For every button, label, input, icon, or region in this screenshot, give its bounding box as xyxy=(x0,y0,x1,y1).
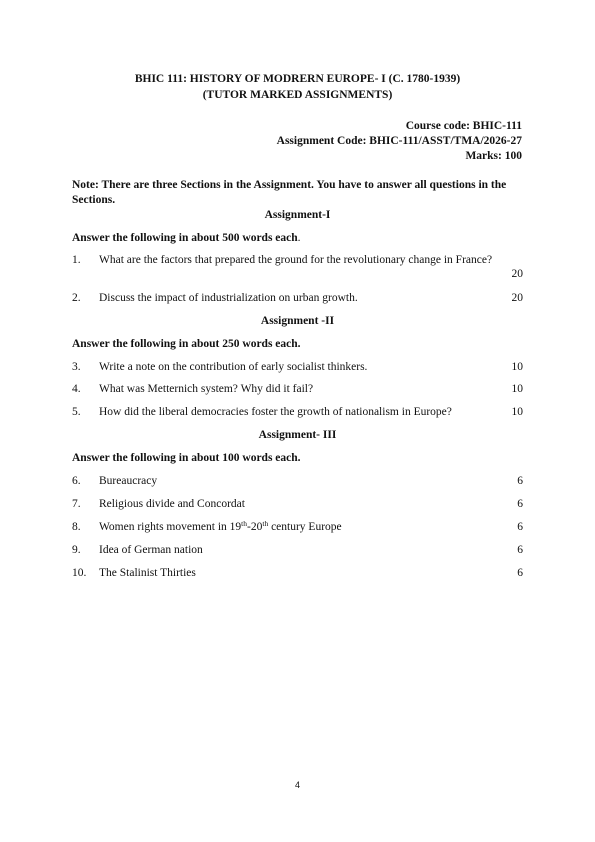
question-text: What was Metternich system? Why did it fail? xyxy=(99,383,314,395)
question-marks: 6 xyxy=(517,498,523,510)
section-instruction xyxy=(72,231,301,245)
question-text-part: -20 xyxy=(247,521,263,533)
question-number: 8. xyxy=(72,521,81,533)
instruction-text: Answer the following in about 250 words each. xyxy=(72,338,301,350)
question-text: Religious divide and Concordat xyxy=(99,498,245,510)
question-marks: 20 xyxy=(511,268,523,280)
question-text xyxy=(99,520,501,534)
question-marks: 10 xyxy=(511,383,523,395)
question-number: 6. xyxy=(72,475,81,487)
total-marks: Marks: 100 xyxy=(465,150,522,162)
question-text: How did the liberal democracies foster the growth of nationalism in Europe? xyxy=(99,406,452,418)
question-marks: 6 xyxy=(517,567,523,579)
superscript-th: th xyxy=(262,519,269,528)
section-instruction xyxy=(72,337,301,351)
assignment-code: Assignment Code: BHIC-111/ASST/TMA/2026-27 xyxy=(276,135,522,147)
question-number: 4. xyxy=(72,383,81,395)
question-text: Discuss the impact of industrialization on urban growth. xyxy=(99,292,358,304)
question-marks: 10 xyxy=(511,406,523,418)
section-heading: Assignment-I xyxy=(264,209,331,221)
question-text: Bureaucracy xyxy=(99,475,158,487)
question-number: 7. xyxy=(72,498,81,510)
question-number: 9. xyxy=(72,544,81,556)
question-text-part: century Europe xyxy=(268,521,342,533)
question-marks: 6 xyxy=(517,544,523,556)
question-marks: 6 xyxy=(517,521,523,533)
instruction-text: Answer the following in about 500 words each xyxy=(72,232,298,244)
question-marks: 10 xyxy=(511,361,523,373)
instructions-note: Note: There are three Sections in the Assignment. You have to answer all questions in the Sections. xyxy=(72,179,507,206)
instruction-period: . xyxy=(297,232,301,244)
question-marks: 20 xyxy=(511,292,523,304)
question-marks: 6 xyxy=(517,475,523,487)
question-text: The Stalinist Thirties xyxy=(99,567,196,579)
instruction-text: Answer the following in about 100 words each. xyxy=(72,452,301,464)
section-heading: Assignment- III xyxy=(258,429,337,441)
page-number: 4 xyxy=(294,780,300,790)
question-number: 2. xyxy=(72,292,81,304)
question-number: 1. xyxy=(72,254,81,266)
question-text: Write a note on the contribution of early socialist thinkers. xyxy=(99,361,368,373)
question-number: 3. xyxy=(72,361,81,373)
course-title: BHIC 111: HISTORY OF MODRERN EUROPE- I (C. 1780-1939) xyxy=(134,73,461,85)
superscript-th: th xyxy=(241,519,248,528)
question-number: 10. xyxy=(72,567,87,579)
question-text: What are the factors that prepared the ground for the revolutionary change in France? xyxy=(99,254,493,266)
course-code: Course code: BHIC-111 xyxy=(405,120,522,132)
section-instruction xyxy=(72,451,301,465)
question-text: Idea of German nation xyxy=(99,544,203,556)
question-number: 5. xyxy=(72,406,81,418)
document-subtitle: (TUTOR MARKED ASSIGNMENTS) xyxy=(202,89,393,101)
section-heading: Assignment -II xyxy=(260,315,335,327)
question-text-part: Women rights movement in 19 xyxy=(99,521,242,533)
